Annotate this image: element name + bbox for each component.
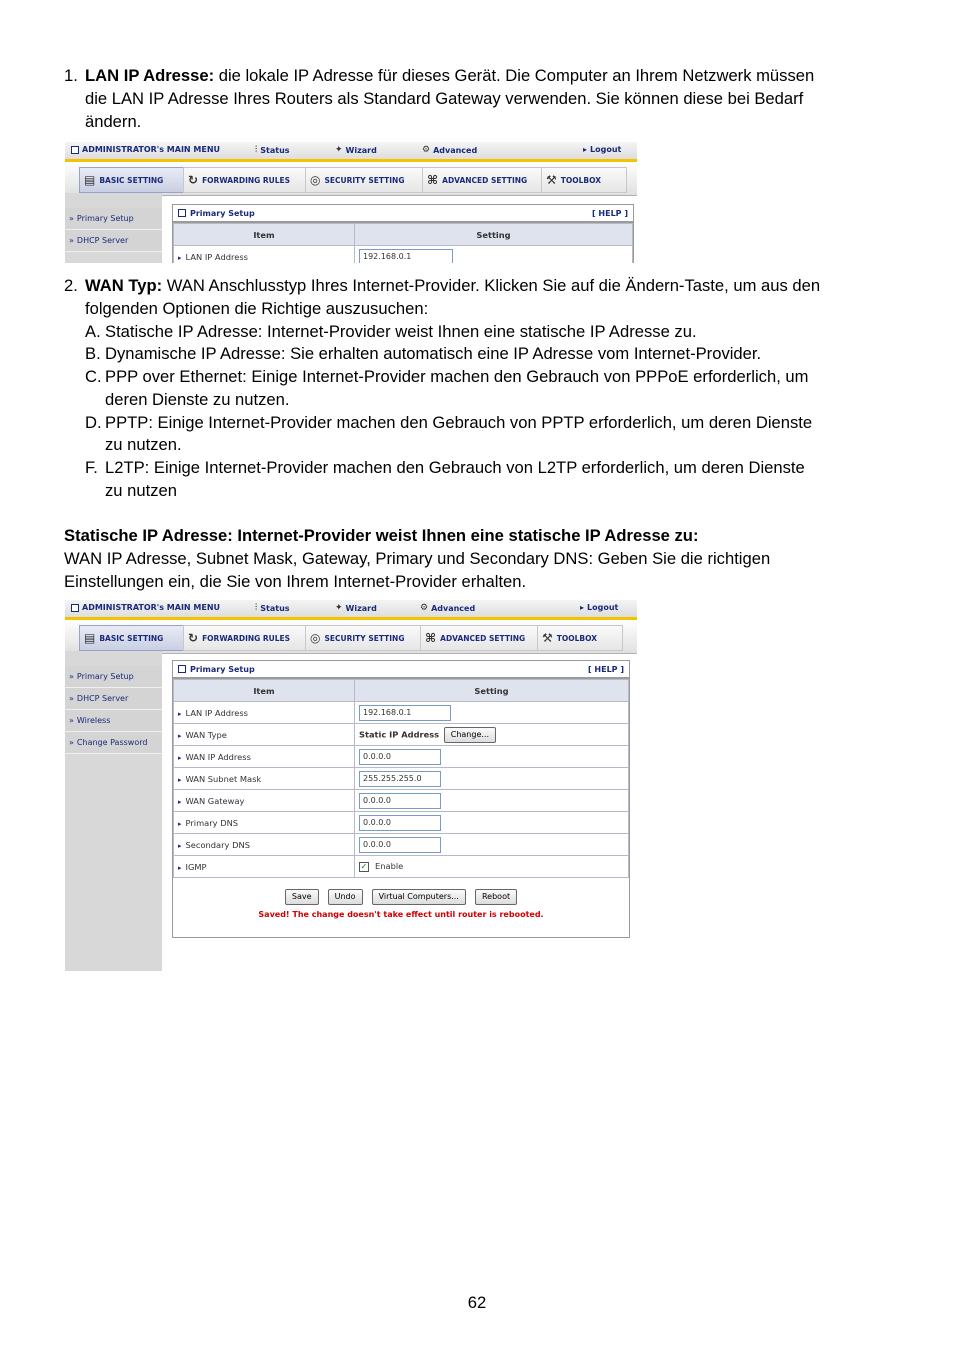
subnet-mask-input[interactable]: 255.255.255.0 [359,771,441,787]
forwarding-icon: ↻ [188,631,199,645]
security-icon: ◎ [310,631,321,645]
advanced-icon: ⚙ [420,603,429,613]
page-number: 62 [467,1293,487,1312]
status-icon: ⫶ [255,145,258,155]
bullet-icon: » [69,672,74,681]
col-item-header: Item [174,680,355,702]
router-tabbar [65,620,637,654]
tab-basic-setting[interactable]: ▤ BASIC SETTING [79,167,189,193]
wizard-icon: ✦ [335,603,343,613]
help-link[interactable]: [ HELP ] [591,208,628,218]
lan-ip-input[interactable]: 192.168.0.1 [359,705,451,721]
igmp-enable-label: Enable [375,861,404,872]
table-row: ▸ WAN IP Address 0.0.0.0 [174,746,629,768]
item2-line1: WAN Typ: WAN Anschlusstyp Ihres Internet-Provider. Klicken Sie auf die Ändern-Taste, um aus den [85,276,821,295]
bullet-icon: » [69,716,74,725]
panel-box-icon [178,209,186,217]
static-heading: Statische IP Adresse: Internet-Provider weist Ihnen eine statische IP Adresse zu: [64,526,699,545]
primary-setup-panel [172,204,634,263]
wan-type-value: Static IP Address [359,729,440,739]
col-setting-header: Setting [355,224,633,246]
table-row: ▸ IGMP ✓ Enable [174,856,629,878]
option-text: zu nutzen [105,481,177,500]
advanced-link[interactable]: ⚙ Advanced [422,145,478,155]
table-row: ▸ WAN Gateway 0.0.0.0 [174,790,629,812]
wizard-link[interactable]: ✦ Wizard [335,603,377,613]
bullet-icon: » [69,236,74,245]
table-row: ▸ LAN IP Address 192.168.0.1 [174,246,633,264]
option-letter: B. [85,344,101,363]
option-letter: D. [85,413,102,432]
menu-box-icon [71,604,79,612]
primary-dns-input[interactable]: 0.0.0.0 [359,815,441,831]
arrow-icon: ▸ [178,709,182,718]
option-letter: F. [85,458,98,477]
arrow-icon: ▸ [178,775,182,784]
arrow-icon: ▸ [178,797,182,806]
arrow-icon: ▸ [580,603,585,612]
saved-message: Saved! The change doesn't take effect until router is rebooted. [258,910,544,919]
option-text: Statische IP Adresse: Internet-Provider weist Ihnen eine statische IP Adresse zu. [105,322,697,341]
sidebar-item-dhcp-server[interactable]: » DHCP Server [65,688,162,710]
sidebar-item-wireless[interactable]: » Wireless [65,710,162,732]
option-text: PPP over Ethernet: Einige Internet-Provider machen den Gebrauch von PPPoE erforderlich, um [105,367,809,386]
arrow-icon: ▸ [178,753,182,762]
col-item-header: Item [174,224,355,246]
router-topbar [65,142,637,162]
arrow-icon: ▸ [178,253,182,262]
item1-line2: die LAN IP Adresse Ihres Routers als Standard Gateway verwenden. Sie können diese bei Bedarf [85,89,804,108]
advanced-link[interactable]: ⚙ Advanced [420,603,476,613]
action-buttons [173,878,629,905]
tab-security-setting[interactable]: ◎ SECURITY SETTING [305,625,423,651]
igmp-checkbox[interactable]: ✓ [360,861,368,871]
settings-table [173,223,633,263]
tab-security-setting[interactable]: ◎ SECURITY SETTING [305,167,423,193]
sidebar-item-primary-setup[interactable]: » Primary Setup [65,208,162,230]
sidebar-item-primary-setup[interactable]: » Primary Setup [65,666,162,688]
advanced-setting-icon: ⌘ [425,631,437,645]
table-row: ▸ Secondary DNS 0.0.0.0 [174,834,629,856]
help-link[interactable]: [ HELP ] [587,664,624,674]
static-line1: WAN IP Adresse, Subnet Mask, Gateway, Primary und Secondary DNS: Geben Sie die richtigen [64,549,771,568]
arrow-icon: ▸ [178,731,182,740]
table-row: ▸ WAN Type Static IP Address Change... [174,724,629,746]
toolbox-icon: ⚒ [542,631,553,645]
tab-basic-setting[interactable]: ▤ BASIC SETTING [79,625,189,651]
option-text: Dynamische IP Adresse: Sie erhalten automatisch eine IP Adresse vom Internet-Provider. [105,344,762,363]
bullet-icon: » [69,214,74,223]
logout-link[interactable]: ▸ Logout [580,603,619,612]
lan-ip-input[interactable]: 192.168.0.1 [359,249,453,264]
advanced-icon: ⚙ [422,145,431,155]
tab-forwarding-rules[interactable]: ↻ FORWARDING RULES [183,625,307,651]
wizard-link[interactable]: ✦ Wizard [335,145,377,155]
sidebar-item-change-password[interactable]: » Change Password [65,732,162,754]
tab-advanced-setting[interactable]: ⌘ ADVANCED SETTING [420,625,542,651]
tab-forwarding-rules[interactable]: ↻ FORWARDING RULES [183,167,307,193]
item1-term: LAN IP Adresse: [85,66,215,85]
option-text: zu nutzen. [105,435,182,454]
router-tabbar [65,162,637,196]
router-sidebar [65,193,162,263]
undo-button[interactable]: Undo [328,889,363,905]
basic-setting-icon: ▤ [84,173,96,187]
secondary-dns-input[interactable]: 0.0.0.0 [359,837,441,853]
bullet-icon: » [69,738,74,747]
option-text: L2TP: Einige Internet-Provider machen den Gebrauch von L2TP erforderlich, um deren Dienste [105,458,805,477]
main-menu-label: ADMINISTRATOR's MAIN MENU [82,603,221,612]
reboot-button[interactable]: Reboot [475,889,517,905]
logout-link[interactable]: ▸ Logout [583,145,622,154]
status-link[interactable]: ⫶ Status [255,603,290,613]
forwarding-icon: ↻ [188,173,199,187]
router-topbar [65,600,637,620]
table-row: ▸ LAN IP Address 192.168.0.1 [174,702,629,724]
wan-ip-input[interactable]: 0.0.0.0 [359,749,441,765]
option-letter: A. [85,322,101,341]
item1-number: 1. [64,66,78,85]
wizard-icon: ✦ [335,145,343,155]
save-button[interactable]: Save [285,889,319,905]
tab-toolbox[interactable]: ⚒ TOOLBOX [537,625,623,651]
item1-line1: LAN IP Adresse: die lokale IP Adresse für dieses Gerät. Die Computer an Ihrem Netzwerk müssen [85,66,815,85]
option-text: PPTP: Einige Internet-Provider machen den Gebrauch von PPTP erforderlich, um deren Dienste [105,413,813,432]
item2-number: 2. [64,276,78,295]
status-icon: ⫶ [255,603,258,613]
option-text: deren Dienste zu nutzen. [105,390,290,409]
settings-table [173,679,629,878]
table-row: ▸ WAN Subnet Mask 255.255.255.0 [174,768,629,790]
arrow-icon: ▸ [178,863,182,872]
router-sidebar [65,651,162,971]
status-link[interactable]: ⫶ Status [255,145,290,155]
item2-line2: folgenden Optionen die Richtige auszusuchen: [85,299,429,318]
panel-title: Primary Setup [190,208,255,218]
change-button[interactable]: Change... [444,727,496,743]
main-menu-label: ADMINISTRATOR's MAIN MENU [82,145,221,154]
tab-toolbox[interactable]: ⚒ TOOLBOX [541,167,627,193]
item2-term: WAN Typ: [85,276,163,295]
col-setting-header: Setting [355,680,629,702]
panel-box-icon [178,665,186,673]
option-letter: C. [85,367,102,386]
panel-title: Primary Setup [190,664,255,674]
advanced-setting-icon: ⌘ [427,173,439,187]
router-screenshot-lan [65,142,637,263]
bullet-icon: » [69,694,74,703]
table-row: ▸ Primary DNS 0.0.0.0 [174,812,629,834]
arrow-icon: ▸ [178,819,182,828]
tab-advanced-setting[interactable]: ⌘ ADVANCED SETTING [422,167,544,193]
arrow-icon: ▸ [583,145,588,154]
menu-box-icon [71,146,79,154]
toolbox-icon: ⚒ [546,173,557,187]
arrow-icon: ▸ [178,841,182,850]
router-screenshot-static-ip [65,600,637,971]
virtual-computers-button[interactable]: Virtual Computers... [372,889,466,905]
basic-setting-icon: ▤ [84,631,96,645]
security-icon: ◎ [310,173,321,187]
item1-line3: ändern. [85,112,142,131]
static-line2: Einstellungen ein, die Sie von Ihrem Internet-Provider erhalten. [64,572,527,591]
gateway-input[interactable]: 0.0.0.0 [359,793,441,809]
primary-setup-panel [172,660,630,938]
sidebar-item-dhcp-server[interactable]: » DHCP Server [65,230,162,252]
